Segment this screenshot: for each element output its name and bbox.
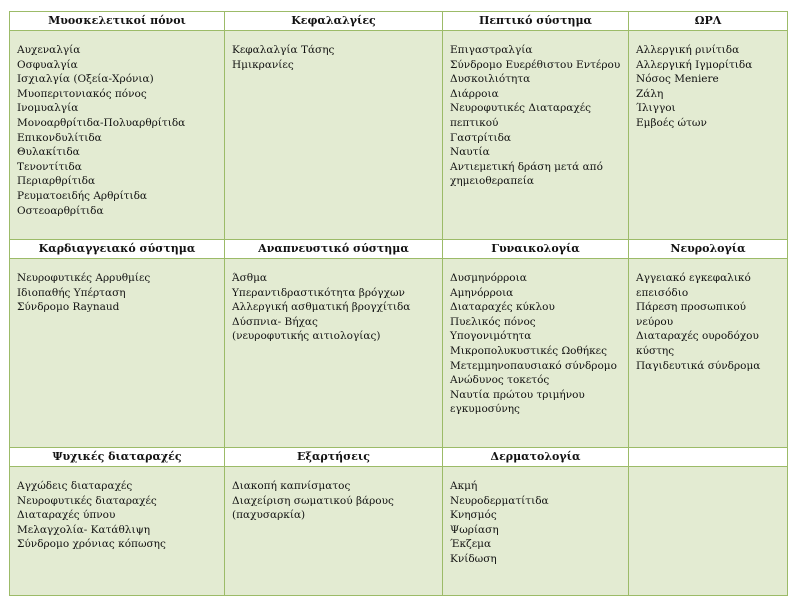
list-item: Μελαγχολία- Κατάθλιψη — [17, 523, 151, 536]
header-cell: Αναπνευστικό σύστημα — [225, 240, 443, 259]
list-item: Σύνδρομο Raynaud — [17, 301, 120, 314]
header-cell: Νευρολογία — [629, 240, 788, 259]
list-item: Ημικρανίες — [232, 58, 294, 71]
list-item: Αλλεργική ασθματική βρογχίτιδα — [232, 301, 411, 314]
list-item: εγκυμοσύνης — [450, 403, 520, 416]
list-item: Οστεοαρθρίτιδα — [17, 204, 104, 217]
list-cell — [225, 31, 443, 240]
list-item: Αυχεναλγία — [17, 44, 81, 56]
list-item: Πάρεση προσωπικού — [636, 301, 747, 314]
header-cell — [629, 448, 788, 467]
header-cell: Γυναικολογία — [443, 240, 629, 259]
list-item: Νευροδερματίτιδα — [450, 494, 549, 507]
header-row — [10, 448, 788, 467]
list-item: Περιαρθρίτιδα — [17, 175, 96, 188]
list-item: Νόσος Meniere — [636, 73, 719, 86]
list-item: Τενοντίτιδα — [17, 160, 82, 173]
list-item: Πυελικός πόνος — [450, 315, 536, 328]
list-item: Διαταραχές ουροδόχου — [636, 330, 759, 343]
header-cell: ΩΡΛ — [629, 12, 788, 31]
list-item: Διαταραχές ύπνου — [17, 509, 116, 522]
list-cell — [225, 259, 443, 448]
list-cell — [10, 467, 225, 596]
list-item: Ιδιοπαθής Υπέρταση — [17, 286, 126, 299]
list-item: Υπεραντιδραστικότητα βρόγχων — [232, 286, 405, 299]
list-item: Έκζεμα — [450, 538, 492, 551]
list-item: Σύνδρομο Ευερέθιστου Εντέρου — [450, 58, 621, 71]
header-cell: Μυοσκελετικοί πόνοι — [10, 12, 225, 31]
list-item: Μυοπεριτονιακός πόνος — [17, 87, 147, 100]
list-item: Ψωρίαση — [450, 523, 499, 536]
list-item: Κνίδωση — [450, 552, 497, 565]
list-cell — [629, 467, 788, 596]
list-item: Παγιδευτικά σύνδρομα — [636, 359, 761, 372]
list-item: Ισχιαλγία (Οξεία-Χρόνια) — [17, 73, 154, 86]
list-item: Δυσκοιλιότητα — [450, 73, 531, 86]
list-item: Διακοπή καπνίσματος — [232, 480, 351, 492]
list-item: Σύνδρομο χρόνιας κόπωσης — [17, 538, 166, 551]
list-item: Άσθμα — [232, 272, 267, 284]
list-item: Δύσπνια- Βήχας — [232, 315, 318, 328]
header-row — [10, 240, 788, 259]
header-cell: Πεπτικό σύστημα — [443, 12, 629, 31]
list-item: (παχυσαρκία) — [232, 509, 306, 522]
list-item: κύστης — [636, 344, 675, 357]
list-item: Αλλεργική ρινίτιδα — [636, 44, 740, 56]
list-item: Επικονδυλίτιδα — [17, 131, 102, 144]
list-item: Μετεμμηνοπαυσιακό σύνδρομο — [450, 359, 617, 372]
list-item: Ζάλη — [636, 87, 664, 100]
list-item: Αγχώδεις διαταραχές — [17, 480, 133, 492]
list-item: Οσφυαλγία — [17, 58, 78, 71]
list-item: Αμηνόρροια — [450, 286, 514, 299]
list-item: επεισόδιο — [636, 286, 689, 299]
list-item: Ναυτία — [450, 146, 490, 159]
list-item: Ναυτία πρώτου τριμήνου — [450, 388, 585, 401]
list-item: Διαταραχές κύκλου — [450, 301, 555, 314]
list-item: Διάρροια — [450, 87, 499, 100]
list-item: Κνησμός — [450, 509, 497, 522]
list-item: Αγγειακό εγκεφαλικό — [636, 272, 751, 284]
list-item: χημειοθεραπεία — [450, 175, 534, 188]
conditions-table — [9, 11, 788, 596]
content-row — [10, 259, 788, 448]
header-cell: Κεφαλαλγίες — [225, 12, 443, 31]
list-cell — [10, 31, 225, 240]
list-item: Θυλακίτιδα — [17, 146, 80, 159]
list-cell — [10, 259, 225, 448]
list-item: Μικροπολυκυστικές Ωοθήκες — [450, 344, 607, 357]
list-item: Δυσμηνόρροια — [450, 272, 527, 284]
list-item: Μονοαρθρίτιδα-Πολυαρθρίτιδα — [17, 116, 186, 129]
list-item: Κεφαλαλγία Τάσης — [232, 44, 335, 56]
content-row — [10, 467, 788, 596]
header-cell: Εξαρτήσεις — [225, 448, 443, 467]
content-row — [10, 31, 788, 240]
list-item: Επιγαστραλγία — [450, 44, 533, 56]
list-item: Ινομυαλγία — [17, 102, 79, 115]
list-item: Υπογονιμότητα — [450, 330, 532, 343]
list-item: Ανώδυνος τοκετός — [450, 374, 550, 387]
header-row — [10, 12, 788, 31]
list-item: Αντιεμετική δράση μετά από — [450, 160, 603, 173]
list-item: Ακμή — [450, 480, 478, 492]
list-item: Γαστρίτιδα — [450, 131, 511, 144]
list-item: Ρευματοειδής Αρθρίτιδα — [17, 189, 148, 202]
list-cell — [443, 259, 629, 448]
list-item: (νευροφυτικής αιτιολογίας) — [232, 330, 381, 343]
list-cell — [443, 467, 629, 596]
list-item: Νευροφυτικές διαταραχές — [17, 494, 157, 507]
list-cell — [629, 31, 788, 240]
list-item: Νευροφυτικές Διαταραχές — [450, 102, 592, 115]
header-cell: Ψυχικές διαταραχές — [10, 448, 225, 467]
list-item: πεπτικού — [450, 116, 499, 129]
list-item: νεύρου — [636, 315, 674, 328]
list-item: Νευροφυτικές Αρρυθμίες — [17, 272, 151, 284]
list-item: Διαχείριση σωματικού βάρους — [232, 494, 394, 507]
list-cell — [629, 259, 788, 448]
list-cell — [443, 31, 629, 240]
list-item: Αλλεργική Ιγμορίτιδα — [636, 58, 753, 71]
list-item: Εμβοές ώτων — [636, 116, 707, 129]
header-cell: Καρδιαγγειακό σύστημα — [10, 240, 225, 259]
list-cell — [225, 467, 443, 596]
header-cell: Δερματολογία — [443, 448, 629, 467]
list-item: Ίλιγγοι — [636, 102, 676, 115]
